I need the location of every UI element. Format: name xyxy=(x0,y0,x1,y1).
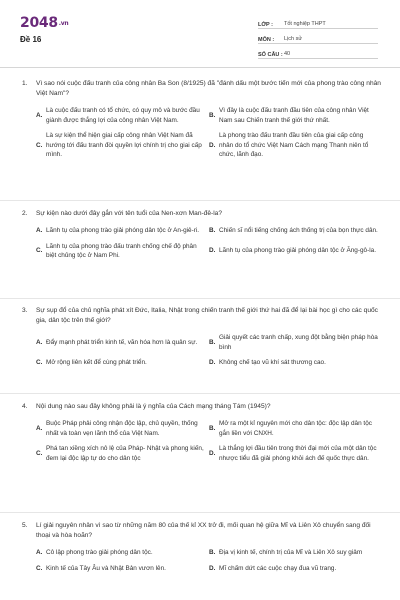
answer-options xyxy=(36,106,382,160)
option-a[interactable] xyxy=(36,548,209,558)
option-text: Chiến sĩ nổi tiếng chống ách thống trị của bọn thực dân. xyxy=(219,227,378,234)
option-letter: A. xyxy=(36,338,43,346)
option-c[interactable] xyxy=(36,242,209,261)
option-letter: C. xyxy=(36,247,43,255)
question-divider xyxy=(0,200,400,201)
option-row xyxy=(36,106,382,125)
option-text: Là phong trào đấu tranh đầu tiên của giai cấp công nhân do tổ chức Việt Nam Cách mạng Thanh niên tổ chức, lãnh đạo. xyxy=(219,132,369,159)
option-b[interactable] xyxy=(209,548,382,558)
option-text: Lãnh tụ của phong trào giải phóng dân tộc ở An-giê-ri. xyxy=(46,227,200,234)
option-letter: D. xyxy=(209,564,216,572)
option-d[interactable] xyxy=(209,358,382,368)
option-letter: A. xyxy=(36,424,43,432)
answer-options xyxy=(36,419,382,463)
meta-row-class xyxy=(258,15,378,29)
question-divider xyxy=(0,298,400,299)
option-text: Vì đây là cuộc đấu tranh đầu tiên của công nhân Việt Nam sau Chiến tranh thế giới thứ nhất. xyxy=(219,107,369,124)
question-stem xyxy=(22,79,382,99)
header-divider xyxy=(0,67,400,68)
question-stem xyxy=(22,306,382,326)
option-text: Mĩ chấm dứt các cuộc chạy đua vũ trang. xyxy=(219,564,337,572)
question-stem xyxy=(22,521,382,541)
option-letter: D. xyxy=(209,449,216,457)
option-text: Là thắng lợi đầu tiên trong thời đại mới của một dân tộc nhược tiểu đã giải phóng khỏi ách đế quốc thực dân. xyxy=(219,445,377,462)
option-text: Là cuộc đấu tranh có tổ chức, có quy mô và bước đầu giành được thắng lợi của công nhân Việt Nam. xyxy=(46,107,200,124)
option-row xyxy=(36,242,382,261)
option-text: Không chế tạo vũ khí sát thương cao. xyxy=(219,359,326,367)
option-letter: C. xyxy=(36,141,43,149)
option-text: Lãnh tụ của phong trào đấu tranh chống chế độ phân biệt chủng tộc ở Nam Phi. xyxy=(46,242,197,260)
option-c[interactable] xyxy=(36,358,209,368)
option-text: Cô lập phong trào giải phóng dân tộc. xyxy=(46,549,153,556)
option-a[interactable] xyxy=(36,226,209,236)
option-letter: A. xyxy=(36,549,43,556)
question-number: 5. xyxy=(22,522,28,529)
question-number: 2. xyxy=(22,210,28,217)
answer-options xyxy=(36,548,382,573)
option-a[interactable] xyxy=(36,106,209,125)
option-letter: D. xyxy=(209,141,216,149)
option-letter: A. xyxy=(36,111,43,119)
option-d[interactable] xyxy=(209,564,382,574)
option-b[interactable] xyxy=(209,419,382,438)
question-5 xyxy=(22,521,382,579)
exam-meta xyxy=(258,15,378,60)
answer-options xyxy=(36,333,382,368)
question-number: 4. xyxy=(22,403,28,410)
question-1 xyxy=(22,79,382,166)
question-divider xyxy=(0,393,400,394)
option-row xyxy=(36,333,382,352)
option-text: Phá tan xiềng xích nô lệ của Pháp- Nhật và phong kiến, đem lại độc lập tự do cho dân tộc xyxy=(46,445,204,462)
option-d[interactable] xyxy=(209,444,382,463)
question-stem xyxy=(22,402,382,412)
exam-header xyxy=(0,0,400,68)
option-letter: C. xyxy=(36,359,43,367)
question-text: Sự sụp đổ của chủ nghĩa phát xít Đức, Italia, Nhật trong chiến tranh thế giới thứ hai đã để lại bài học gì cho các quốc gia, dân tộc trên thế giới? xyxy=(36,307,378,324)
exam-code: Đề 16 xyxy=(20,35,42,44)
option-row xyxy=(36,419,382,438)
option-a[interactable] xyxy=(36,338,209,348)
option-row xyxy=(36,444,382,463)
question-number: 3. xyxy=(22,307,28,314)
meta-row-subject xyxy=(258,30,378,44)
question-text: Sự kiện nào dưới đây gắn với tên tuổi của Nen-xơn Man-đê-la? xyxy=(36,210,223,217)
option-text: Giải quyết các tranh chấp, xung đột bằng biện pháp hòa bình xyxy=(219,334,378,351)
question-divider xyxy=(0,512,400,513)
option-d[interactable] xyxy=(209,131,382,160)
meta-label: MÔN : xyxy=(258,37,275,43)
option-d[interactable] xyxy=(209,246,382,256)
answer-options xyxy=(36,226,382,261)
meta-row-count xyxy=(258,45,378,59)
option-b[interactable] xyxy=(209,226,382,236)
option-c[interactable] xyxy=(36,131,209,160)
site-logo[interactable] xyxy=(20,15,68,31)
option-letter: C. xyxy=(36,449,43,457)
option-letter: D. xyxy=(209,247,216,255)
option-letter: B. xyxy=(209,338,216,346)
option-row xyxy=(36,131,382,160)
option-b[interactable] xyxy=(209,333,382,352)
question-2 xyxy=(22,209,382,267)
meta-label: LỚP : xyxy=(258,22,273,28)
meta-label: SỐ CÂU : xyxy=(258,52,283,58)
option-letter: B. xyxy=(209,549,216,556)
question-3 xyxy=(22,306,382,374)
option-letter: B. xyxy=(209,111,216,119)
option-row xyxy=(36,358,382,368)
option-row xyxy=(36,226,382,236)
logo-main-text: 2048 xyxy=(20,15,58,31)
option-row xyxy=(36,548,382,558)
option-letter: C. xyxy=(36,564,43,572)
option-text: Lãnh tụ của phong trào giải phóng dân tộc ở Ăng-gô-la. xyxy=(219,247,376,255)
option-text: Là sự kiện thể hiện giai cấp công nhân Việt Nam đã hướng tới đấu tranh đòi quyền lợi chính trị cho giai cấp mình. xyxy=(46,132,202,159)
question-text: Lí giải nguyên nhân vì sao từ những năm 80 của thế kỉ XX trở đi, mối quan hệ giữa Mĩ và Liên Xô chuyển sang đối thoại và hòa hoãn? xyxy=(36,522,371,539)
option-text: Mở rộng liên kết để cùng phát triển. xyxy=(46,359,147,367)
option-c[interactable] xyxy=(36,444,209,463)
question-number: 1. xyxy=(22,80,28,87)
question-stem xyxy=(22,209,382,219)
option-letter: A. xyxy=(36,227,43,234)
meta-value: Lịch sử xyxy=(284,36,303,42)
option-row xyxy=(36,564,382,574)
meta-value: 40 xyxy=(284,51,291,57)
question-text: Nội dung nào sau đây không phải là ý nghĩa của Cách mạng tháng Tám (1945)? xyxy=(36,403,271,410)
option-text: Buộc Pháp phải công nhận độc lập, chủ quyền, thống nhất và toàn vẹn lãnh thổ của Việt Nam. xyxy=(46,420,198,437)
option-a[interactable] xyxy=(36,419,209,438)
option-text: Đẩy mạnh phát triển kinh tế, văn hóa hơn là quân sự. xyxy=(46,338,198,346)
option-letter: B. xyxy=(209,424,216,432)
option-letter: B. xyxy=(209,227,216,234)
option-c[interactable] xyxy=(36,564,209,574)
question-text: Vì sao nói cuộc đấu tranh của công nhân Ba Son (8/1925) đã "đánh dấu một bước tiến mới của phong trào công nhân Việt Nam"? xyxy=(36,80,381,97)
option-b[interactable] xyxy=(209,106,382,125)
option-letter: D. xyxy=(209,359,216,367)
option-text: Kinh tế của Tây Âu và Nhật Bản vươn lên. xyxy=(46,564,166,572)
meta-value: Tốt nghiệp THPT xyxy=(284,21,326,27)
option-text: Địa vị kinh tế, chính trị của Mĩ và Liên Xô suy giảm xyxy=(219,549,363,556)
question-4 xyxy=(22,402,382,469)
option-text: Mở ra một kỉ nguyên mới cho dân tộc: độc lập dân tộc gắn liền với CNXH. xyxy=(219,420,372,437)
logo-suffix-text: .vn xyxy=(58,19,69,27)
